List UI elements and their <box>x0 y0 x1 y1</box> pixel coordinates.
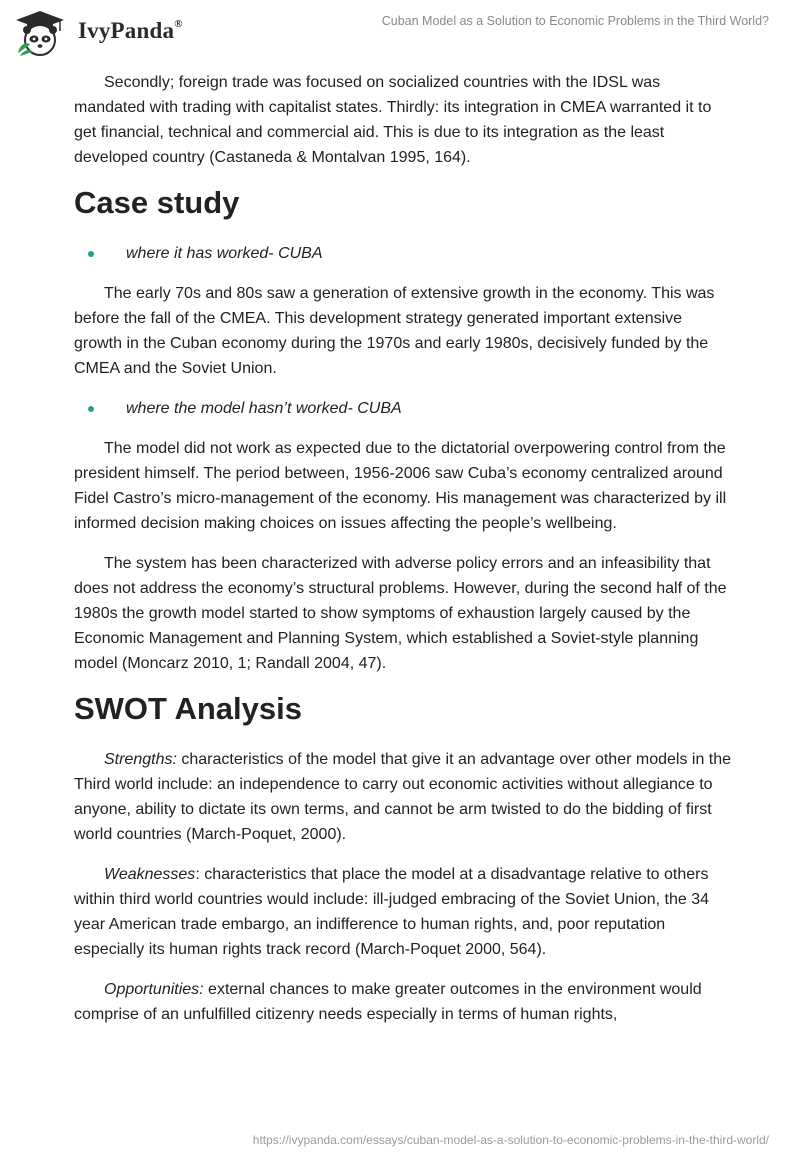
bullet-text: where it has worked- CUBA <box>126 245 323 262</box>
weaknesses-text: : characteristics that place the model at a disadvantage relative to others within third world countries would include: ill-judged embracing of the Soviet Union, the 34 year American trade embargo, an indifference to human rights, and, poor reputation especially its human rights track record (March-Poquet 2000, 564). <box>74 866 710 958</box>
bullet-item-worked <box>74 241 734 266</box>
brand-text: IvyPanda <box>78 18 175 43</box>
paragraph-policy-errors: The system has been characterized with adverse policy errors and an infeasibility that does not address the economy’s structural problems. However, during the second half of the 1980s the growth model started to show symptoms of exhaustion largely caused by the Economic Management and Planning System, which established a Soviet-style planning model (Moncarz 2010, 1; Randall 2004, 47). <box>74 555 727 672</box>
source-url[interactable]: https://ivypanda.com/essays/cuban-model-as-a-solution-to-economic-problems-in-the-third-world/ <box>252 1133 769 1147</box>
page-header <box>0 0 800 64</box>
paragraph-dictatorial: The model did not work as expected due to the dictatorial overpowering control from the president himself. The period between, 1956-2006 saw Cuba’s economy centralized around Fidel Castro’s micro-management of the economy. His management was characterized by ill informed decision making choices on issues affecting the people’s wellbeing. <box>74 440 727 532</box>
trademark-symbol: ® <box>174 18 183 31</box>
paragraph-strengths <box>74 747 734 847</box>
paragraph-trade: Secondly; foreign trade was focused on socialized countries with the IDSL was mandated with trading with capitalist states. Thirdly: its integration in CMEA warranted it to get financial, technical and commercial aid. This is due to its integration as the least developed country (Castaneda & Montalvan 1995, 164). <box>74 74 712 166</box>
paragraph-weaknesses <box>74 862 734 962</box>
opportunities-label: Opportunities: <box>104 981 204 998</box>
heading-swot: SWOT Analysis <box>74 691 302 726</box>
bullet-item-not-worked <box>74 396 734 421</box>
running-title: Cuban Model as a Solution to Economic Problems in the Third World? <box>381 14 769 28</box>
paragraph-growth: The early 70s and 80s saw a generation of extensive growth in the economy. This was before the fall of the CMEA. This development strategy generated important extensive growth in the Cuban economy during the 1970s and early 1980s, decisively funded by the CMEA and the Soviet Union. <box>74 285 715 377</box>
heading-case-study: Case study <box>74 185 240 220</box>
paragraph-opportunities <box>74 977 734 1027</box>
weaknesses-label: Weaknesses <box>104 866 196 883</box>
brand-name[interactable] <box>78 18 183 44</box>
bullet-text: where the model hasn’t worked- CUBA <box>126 400 402 417</box>
strengths-text: characteristics of the model that give it an advantage over other models in the Third world include: an independence to carry out economic activities without allegiance to anyone, ability to dictate its own terms, and cannot be arm twisted to do the bidding of first world countries (March-Poquet, 2000). <box>74 751 732 843</box>
strengths-label: Strengths: <box>104 751 177 768</box>
bullet-dot-icon <box>88 251 94 257</box>
essay-content <box>74 70 734 1042</box>
panda-logo-icon[interactable] <box>14 9 66 59</box>
bullet-dot-icon <box>88 406 94 412</box>
opportunities-text: external chances to make greater outcomes in the environment would comprise of an unfulfilled citizenry needs especially in terms of human rights, <box>74 981 702 1023</box>
